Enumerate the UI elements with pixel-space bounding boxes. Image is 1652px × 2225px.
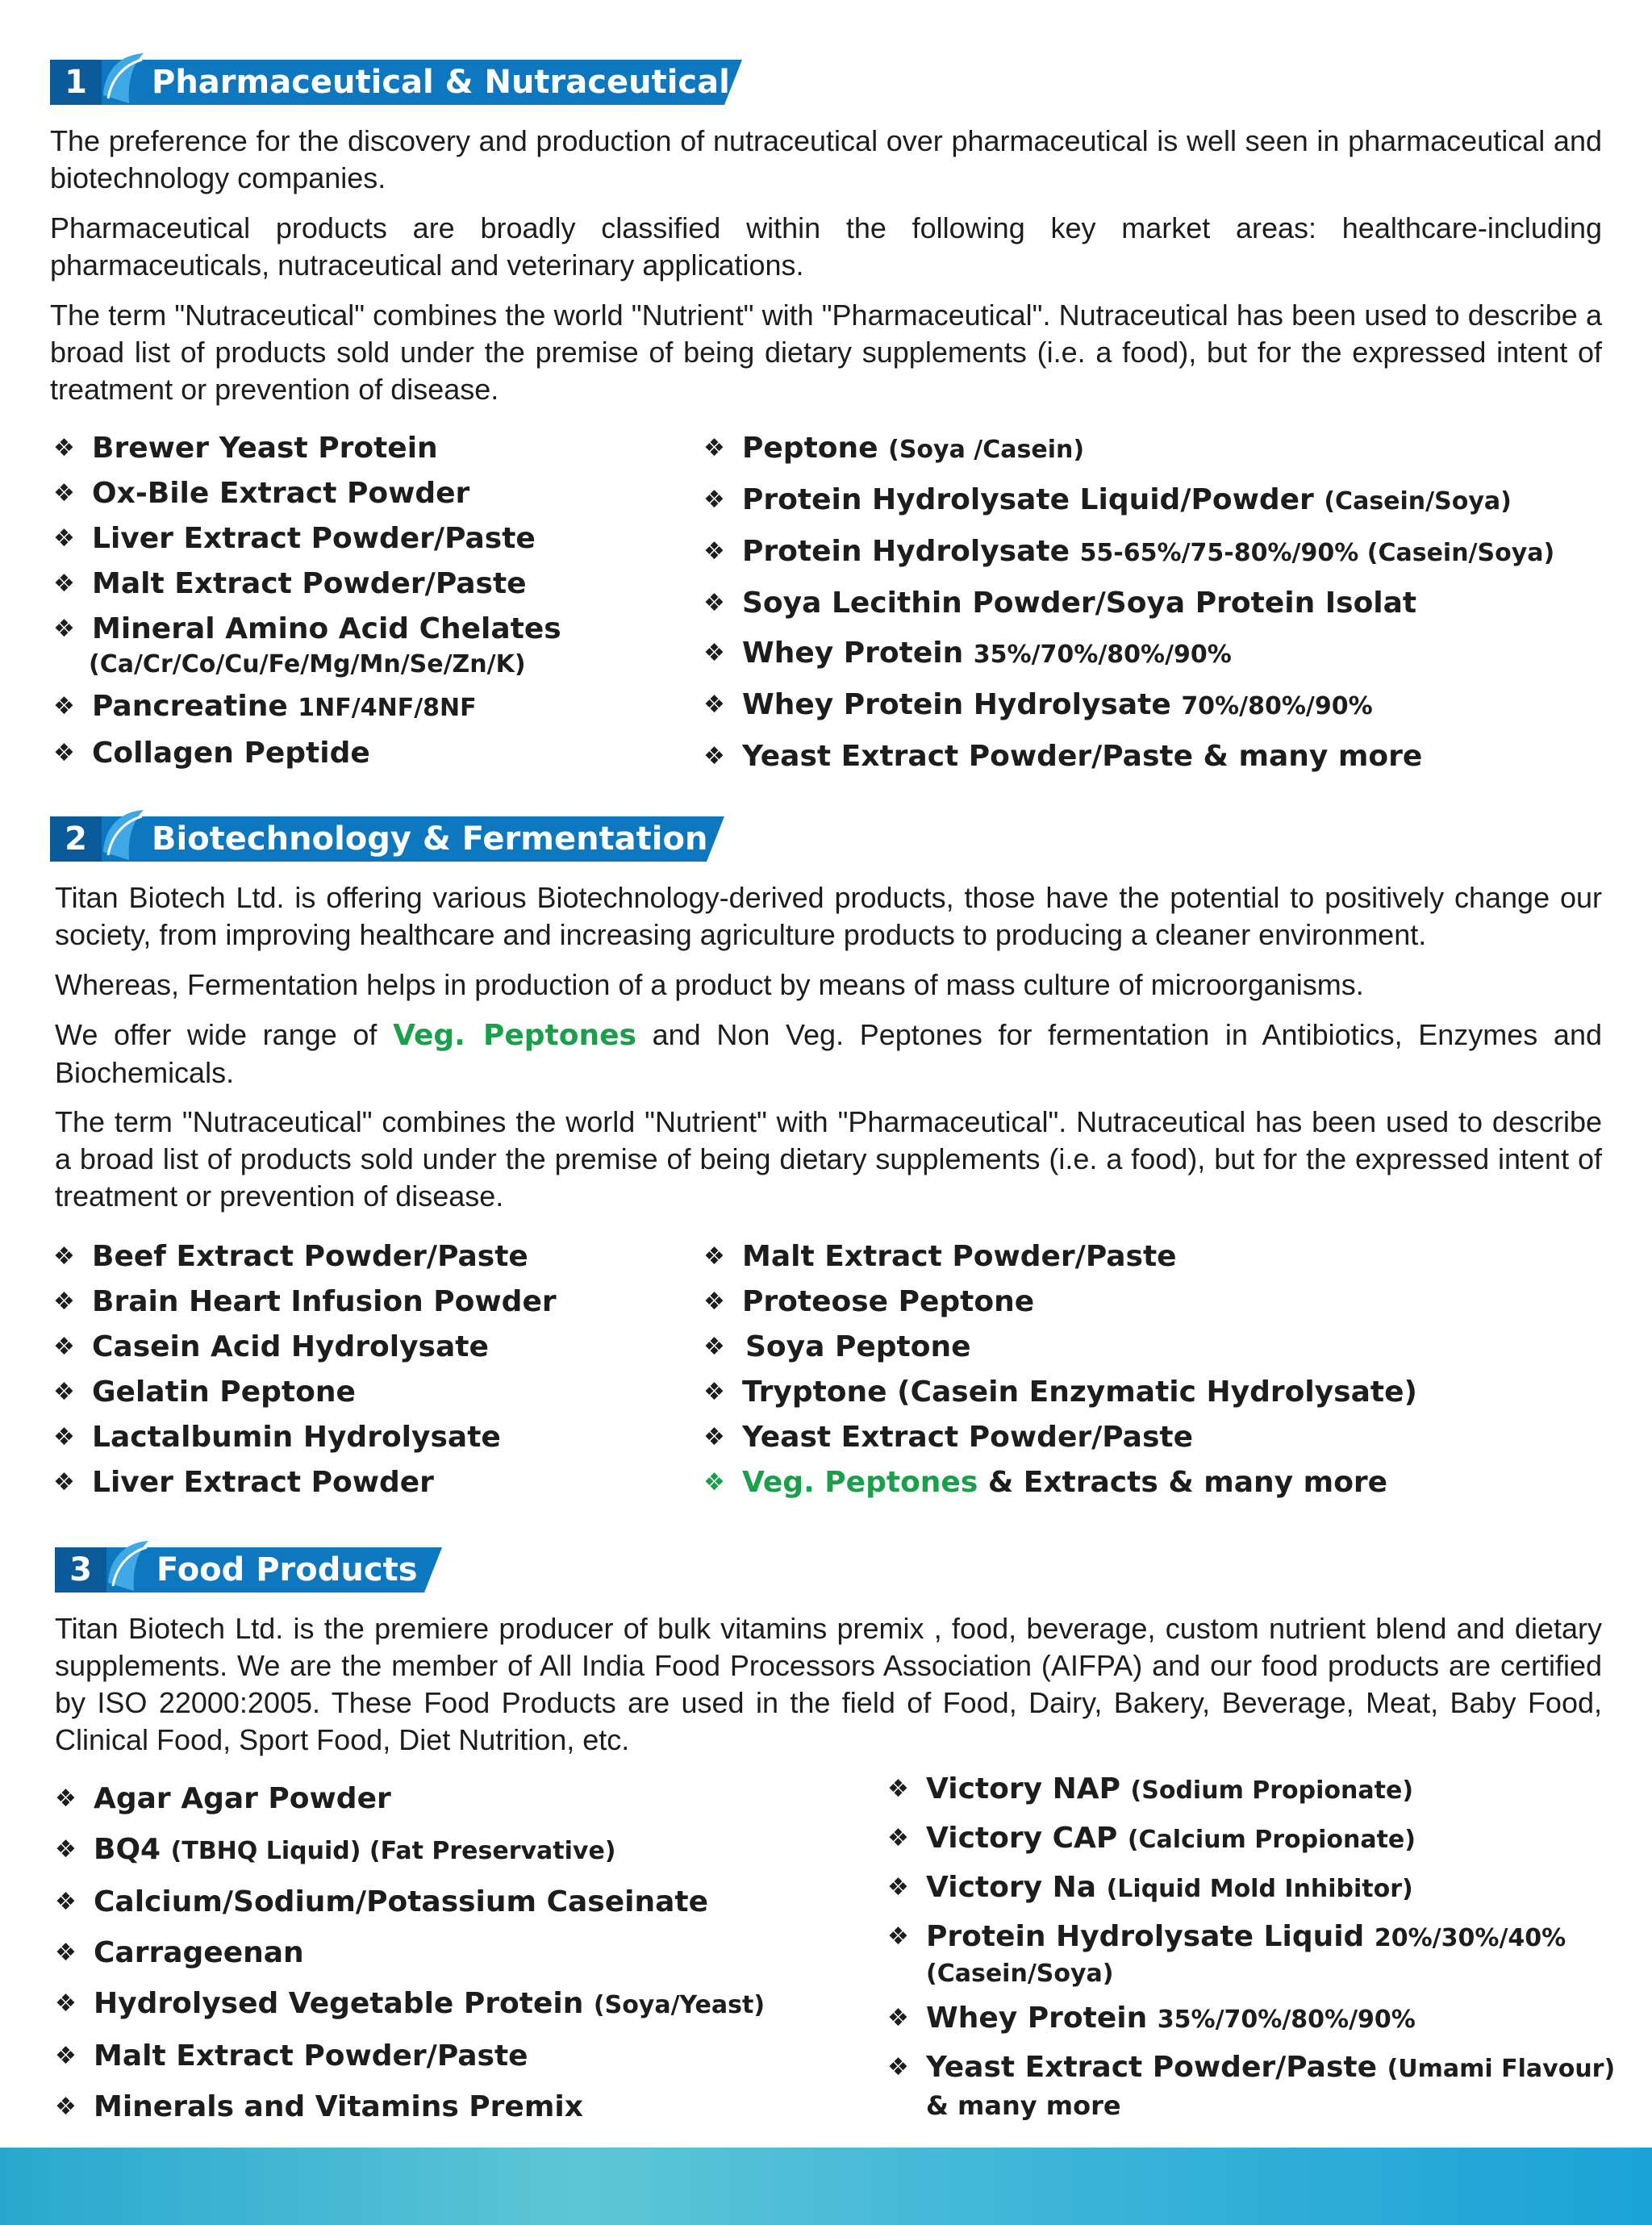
bullet-icon: ❖ [53, 692, 75, 720]
list-item: ❖ Liver Extract Powder/Paste [52, 520, 697, 558]
list-item: ❖ Victory Na (Liquid Mold Inhibitor) [886, 1868, 1636, 1909]
list-item: ❖ Ox-Bile Extract Powder [52, 474, 697, 513]
footer-bar [0, 2148, 1652, 2225]
bullet-icon: ❖ [887, 1873, 909, 1901]
list-item: ❖ Whey Protein 35%/70%/80%/90% [886, 1999, 1636, 2039]
bullet-icon: ❖ [55, 1835, 77, 1864]
bullet-icon: ❖ [703, 589, 725, 617]
section-number: 2 [65, 820, 87, 858]
list-item: ❖ Proteose Peptone [702, 1283, 1637, 1321]
bullet-icon: ❖ [53, 1378, 75, 1406]
bullet-icon: ❖ [703, 1333, 725, 1361]
product-list-right [702, 1238, 1637, 1502]
bullet-icon: ❖ [53, 434, 75, 462]
list-item: ❖ Whey Protein 35%/70%/80%/90% [702, 634, 1637, 674]
list-item: ❖ Liver Extract Powder [52, 1463, 697, 1502]
bullet-icon: ❖ [53, 739, 75, 767]
list-item: ❖ Malt Extract Powder/Paste [53, 2037, 876, 2076]
bullet-icon: ❖ [53, 1333, 75, 1361]
list-item: ❖ Soya Peptone [702, 1328, 1637, 1367]
paragraph: The term "Nutraceutical" combines the world "Nutrient" with "Pharmaceutical". Nutraceutical has been used to describe a broad list of products sold under the premise of being dietary supplements (i.e. a food), but for the expressed intent of treatment or prevention of disease. [55, 1105, 1602, 1213]
bullet-icon: ❖ [55, 1888, 77, 1916]
paragraph: Titan Biotech Ltd. is offering various Biotechnology-derived products, those have the potential to positively change our society, from improving healthcare and increasing agriculture products to producing a cleaner environment. [55, 881, 1602, 951]
section-title: Food Products [156, 1551, 418, 1588]
paragraph: The preference for the discovery and production of nutraceutical over pharmaceutical is well seen in pharmaceutical and biotechnology companies. [50, 124, 1602, 194]
bullet-icon: ❖ [53, 615, 75, 643]
section-number: 3 [69, 1551, 92, 1588]
list-item: ❖ Victory CAP (Calcium Propionate) [886, 1819, 1636, 1860]
list-item: ❖ Pancreatine 1NF/4NF/8NF [52, 687, 697, 728]
bullet-icon: ❖ [703, 486, 725, 514]
product-list-left [52, 429, 697, 773]
highlight-text: Veg. Peptones [393, 1019, 636, 1052]
list-item: ❖ Veg. Peptones & Extracts & many more [702, 1463, 1637, 1502]
bullet-icon: ❖ [53, 1242, 75, 1271]
bullet-icon: ❖ [53, 570, 75, 598]
bullet-icon: ❖ [887, 1775, 909, 1803]
list-item: ❖ Beef Extract Powder/Paste [52, 1238, 697, 1276]
swoosh-icon [105, 1534, 153, 1593]
paragraph: The term "Nutraceutical" combines the world "Nutrient" with "Pharmaceutical". Nutraceutical has been used to describe a broad list of products sold under the premise of being dietary supplements (i.e. a food), but for the expressed intent of treatment or prevention of disease. [50, 298, 1602, 406]
list-item: ❖ Casein Acid Hydrolysate [52, 1328, 697, 1367]
bullet-icon: ❖ [887, 1922, 909, 1951]
list-item: ❖ Mineral Amino Acid Chelates (Ca/Cr/Co/Cu/Fe/Mg/Mn/Se/Zn/K) [52, 610, 697, 681]
list-item: ❖ Collagen Peptide [52, 734, 697, 773]
bullet-icon: ❖ [53, 1423, 75, 1451]
bullet-icon: ❖ [53, 1468, 75, 1497]
list-item: ❖ Hydrolysed Vegetable Protein (Soya/Yeast) [53, 1985, 876, 2025]
bullet-icon: ❖ [703, 691, 725, 719]
bullet-icon: ❖ [703, 434, 725, 462]
list-item: ❖ Whey Protein Hydrolysate 70%/80%/90% [702, 686, 1637, 726]
list-item: ❖ Protein Hydrolysate 55-65%/75-80%/90% (Casein/Soya) [702, 532, 1637, 573]
list-item: ❖ Gelatin Peptone [52, 1373, 697, 1412]
bullet-icon: ❖ [703, 742, 725, 770]
bullet-icon: ❖ [887, 2053, 909, 2081]
list-item: ❖ Yeast Extract Powder/Paste [702, 1418, 1637, 1457]
section-title: Pharmaceutical & Nutraceutical [152, 64, 730, 101]
list-item: ❖ Carrageenan [53, 1934, 876, 1972]
bullet-icon: ❖ [703, 1288, 725, 1316]
section-1-banner [50, 60, 742, 105]
bullet-icon: ❖ [53, 479, 75, 507]
paragraph: Pharmaceutical products are broadly classified within the following key market areas: healthcare-including pharmaceuticals, nutraceutical and veterinary applications. [50, 211, 1602, 282]
bullet-icon: ❖ [703, 639, 725, 667]
swoosh-icon [100, 804, 148, 862]
bullet-icon: ❖ [53, 1288, 75, 1316]
product-list-left [53, 1780, 876, 2127]
list-item: ❖ Agar Agar Powder [53, 1780, 876, 1818]
list-item: ❖ Calcium/Sodium/Potassium Caseinate [53, 1883, 876, 1922]
bullet-icon: ❖ [703, 537, 725, 566]
bullet-icon: ❖ [55, 1785, 77, 1813]
list-item: ❖ Soya Lecithin Powder/Soya Protein Isolat [702, 584, 1637, 623]
paragraph: Whereas, Fermentation helps in production of a product by means of mass culture of microorganisms. [55, 968, 1364, 1001]
product-list-right [702, 429, 1637, 776]
list-item: ❖ Yeast Extract Powder/Paste (Umami Flavour) & many more [886, 2048, 1636, 2123]
list-item: ❖ Lactalbumin Hydrolysate [52, 1418, 697, 1457]
bullet-icon: ❖ [887, 1824, 909, 1852]
list-item: ❖ Minerals and Vitamins Premix [53, 2088, 876, 2127]
list-item: ❖ Protein Hydrolysate Liquid 20%/30%/40% (Casein/Soya) [886, 1918, 1636, 1990]
bullet-icon: ❖ [703, 1242, 725, 1271]
bullet-icon: ❖ [703, 1468, 725, 1497]
product-list-left [52, 1238, 697, 1502]
bullet-icon: ❖ [55, 2042, 77, 2070]
list-item: ❖ Peptone (Soya /Casein) [702, 429, 1637, 470]
list-item: ❖ BQ4 (TBHQ Liquid) (Fat Preservative) [53, 1831, 876, 1871]
bullet-icon: ❖ [55, 1989, 77, 2018]
section-3-banner [55, 1547, 442, 1593]
list-item: ❖ Victory NAP (Sodium Propionate) [886, 1770, 1636, 1810]
list-item: ❖ Malt Extract Powder/Paste [52, 565, 697, 603]
list-item: ❖ Brain Heart Infusion Powder [52, 1283, 697, 1321]
section-title: Biotechnology & Fermentation [152, 820, 708, 858]
bullet-icon: ❖ [703, 1423, 725, 1451]
paragraph: We offer wide range of Veg. Peptones and Non Veg. Peptones for fermentation in Antibiotics, Enzymes and Biochemicals. [55, 1018, 1602, 1089]
bullet-icon: ❖ [703, 1378, 725, 1406]
highlight-text: Veg. Peptones [742, 1466, 978, 1499]
section-2-banner [50, 816, 724, 862]
swoosh-icon [100, 47, 148, 105]
bullet-icon: ❖ [55, 1939, 77, 1967]
list-item: ❖ Protein Hydrolysate Liquid/Powder (Casein/Soya) [702, 481, 1637, 521]
list-item: ❖ Yeast Extract Powder/Paste & many more [702, 737, 1637, 776]
section-number: 1 [65, 64, 87, 101]
list-item: ❖ Malt Extract Powder/Paste [702, 1238, 1637, 1276]
bullet-icon: ❖ [55, 2093, 77, 2121]
bullet-icon: ❖ [887, 2004, 909, 2032]
paragraph: Titan Biotech Ltd. is the premiere producer of bulk vitamins premix , food, beverage, custom nutrient blend and dietary supplements. We are the member of All India Food Processors Association (AIFPA) and our food products are certified by ISO 22000:2005. These Food Products are used in the field of Food, Dairy, Bakery, Beverage, Meat, Baby Food, Clinical Food, Sport Food, Diet Nutrition, etc. [55, 1612, 1602, 1756]
product-list-right [886, 1770, 1636, 2123]
list-item: ❖ Brewer Yeast Protein [52, 429, 697, 468]
list-item: ❖ Tryptone (Casein Enzymatic Hydrolysate) [702, 1373, 1637, 1412]
bullet-icon: ❖ [53, 524, 75, 553]
